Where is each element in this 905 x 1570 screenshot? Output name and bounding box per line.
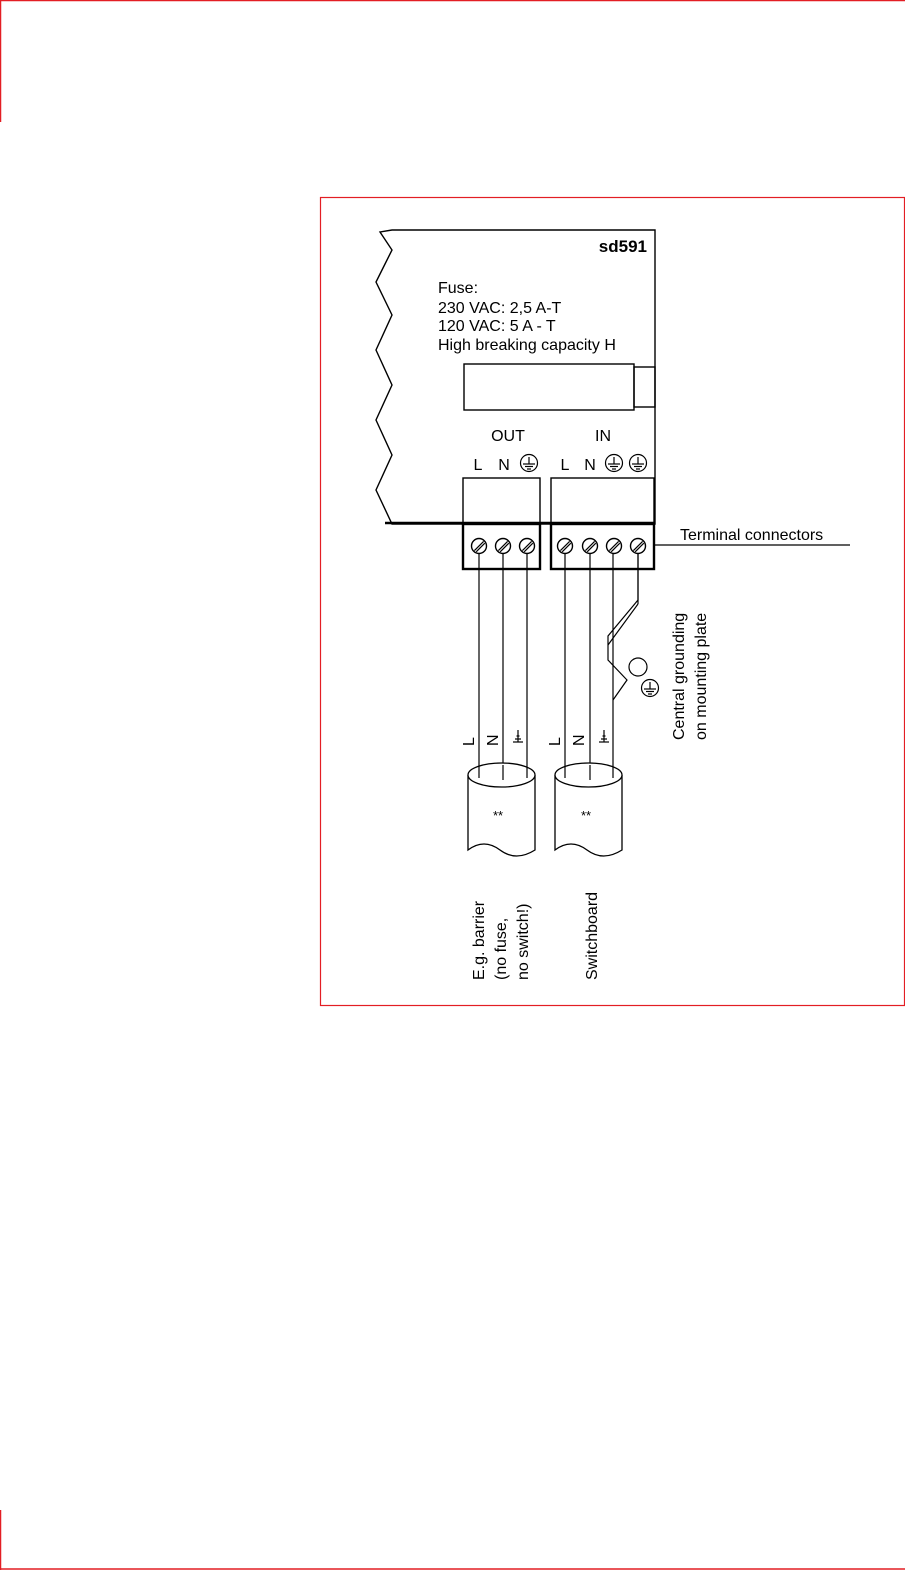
out-wire-n-label: N xyxy=(485,734,502,746)
in-screw-n xyxy=(583,539,598,554)
out-wires xyxy=(479,546,527,765)
in-cable-mark: ** xyxy=(580,808,592,823)
grounding-point xyxy=(629,658,647,676)
out-destination-line3: no switch!) xyxy=(515,903,532,980)
out-screw-l xyxy=(472,539,487,554)
in-screw-pe1 xyxy=(607,539,622,554)
out-destination-line2: (no fuse, xyxy=(493,917,510,980)
device-model: sd591 xyxy=(598,237,647,256)
terminal-connectors-label: Terminal connectors xyxy=(680,527,824,544)
out-earth-wire-icon xyxy=(513,730,523,742)
out-screw-pe xyxy=(520,539,535,554)
fuse-breaking-capacity: High breaking capacity H xyxy=(438,337,616,354)
out-destination-line1: E.g. barrier xyxy=(471,900,488,980)
central-grounding-label-1: Central grounding xyxy=(671,612,688,740)
device-housing xyxy=(376,230,655,524)
in-wire-n-label: N xyxy=(571,734,588,746)
in-block-label: IN xyxy=(595,428,611,445)
fuse-rating-120: 120 VAC: 5 A - T xyxy=(438,318,556,335)
fuse-title: Fuse: xyxy=(438,280,479,297)
out-cable-mark: ** xyxy=(492,808,504,823)
in-pin-n-label: N xyxy=(584,457,596,474)
fuse-holder xyxy=(464,364,655,410)
in-earth-wire-icon xyxy=(599,730,609,742)
in-screw-l xyxy=(558,539,573,554)
out-block-label: OUT xyxy=(491,428,525,445)
in-destination-label: Switchboard xyxy=(584,891,601,980)
in-wires xyxy=(565,546,613,765)
in-pe-icon-1 xyxy=(606,455,623,472)
out-plug-housing xyxy=(463,478,540,524)
out-wire-l-label: L xyxy=(461,737,478,746)
out-screw-n xyxy=(496,539,511,554)
in-plug-housing xyxy=(551,478,654,524)
in-pin-l-label: L xyxy=(560,457,570,474)
fuse-rating-230: 230 VAC: 2,5 A-T xyxy=(438,300,562,317)
in-wire-l-label: L xyxy=(547,737,564,746)
in-screw-pe2 xyxy=(631,539,646,554)
out-pin-n-label: N xyxy=(498,457,510,474)
out-pe-icon xyxy=(521,455,538,472)
central-ground-icon xyxy=(642,680,659,697)
out-pin-l-label: L xyxy=(473,457,483,474)
in-pe-icon-2 xyxy=(630,455,647,472)
central-grounding-label-2: on mounting plate xyxy=(693,612,710,740)
